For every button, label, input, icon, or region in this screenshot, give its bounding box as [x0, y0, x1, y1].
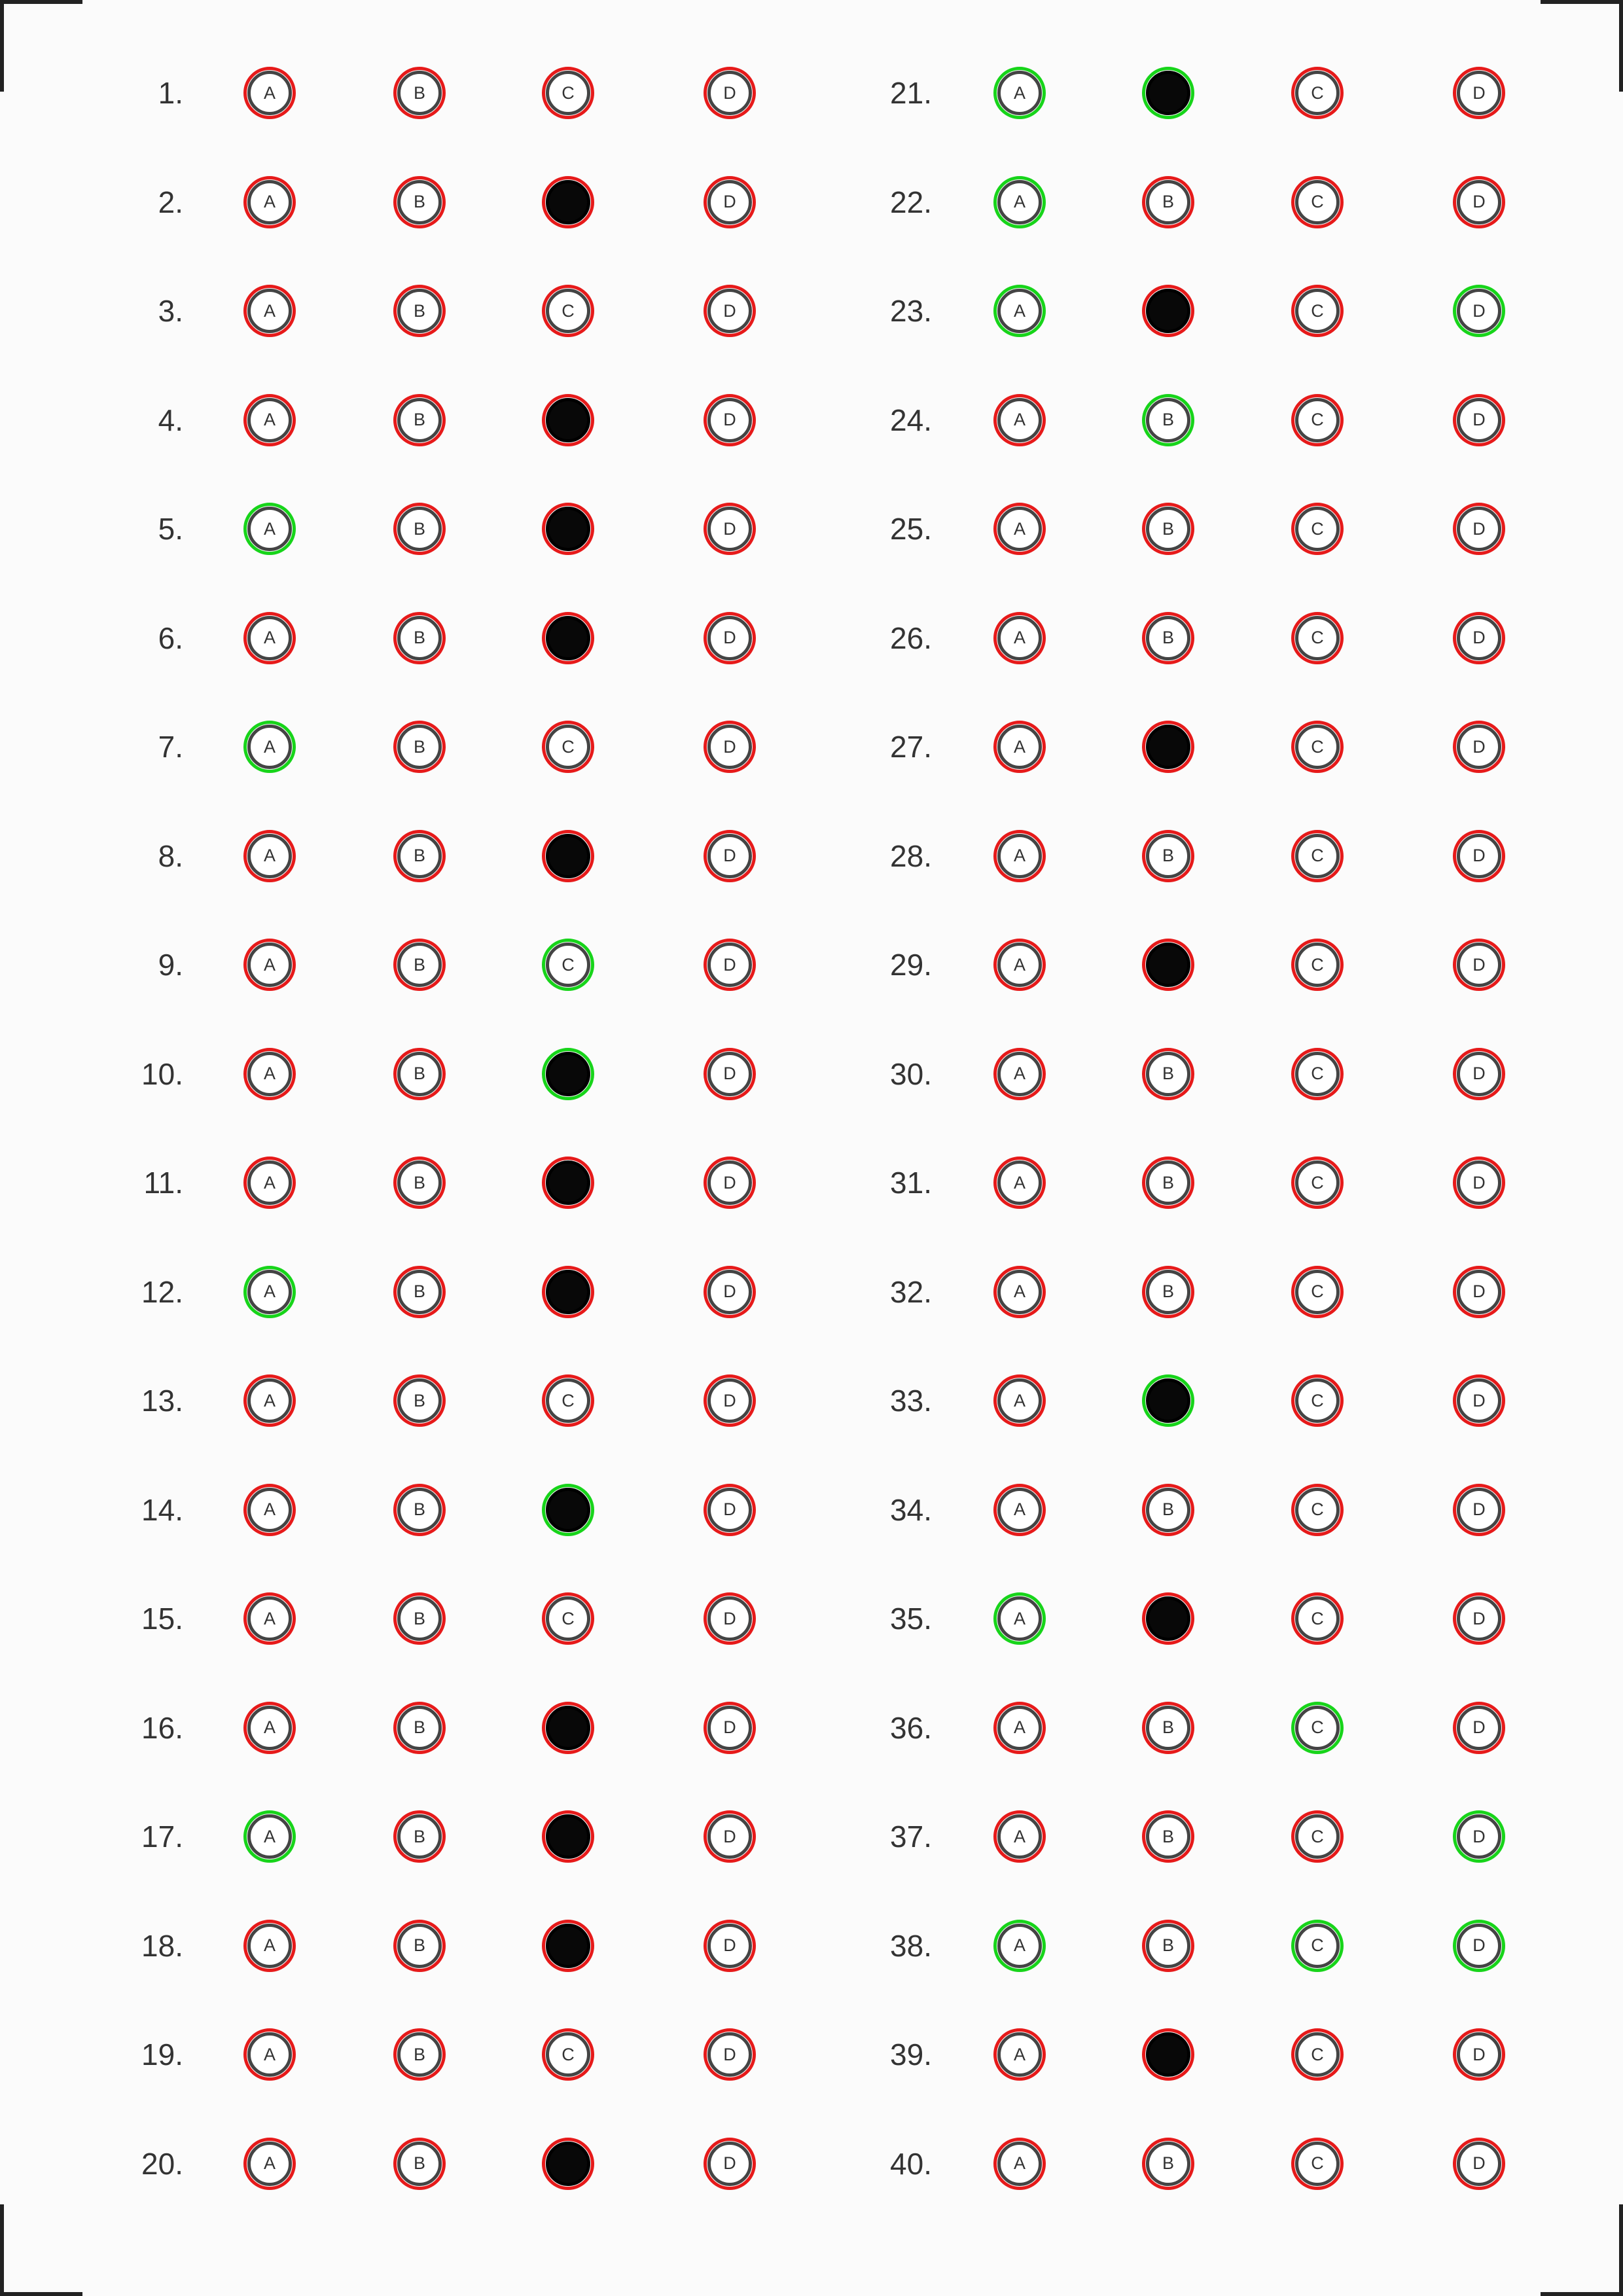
answer-bubble-a[interactable]: A: [247, 1706, 292, 1750]
answer-bubble-a[interactable]: A: [247, 289, 292, 333]
answer-bubble-b[interactable]: B: [397, 1814, 442, 1859]
answer-bubble-b[interactable]: B: [397, 71, 442, 115]
answer-bubble-c[interactable]: [546, 834, 590, 878]
answer-bubble-c[interactable]: C: [1295, 942, 1340, 987]
answer-bubble-c[interactable]: C: [1295, 180, 1340, 224]
answer-bubble-a[interactable]: A: [997, 942, 1042, 987]
answer-bubble-b[interactable]: B: [397, 2032, 442, 2077]
answer-bubble-a[interactable]: A: [997, 1160, 1042, 1205]
answer-bubble-b[interactable]: [1146, 1596, 1190, 1641]
answer-bubble-b[interactable]: B: [397, 1270, 442, 1314]
question-number: 37.: [890, 1820, 932, 1854]
answer-bubble-d[interactable]: D: [1457, 1378, 1501, 1423]
answer-bubble-d[interactable]: D: [1457, 180, 1501, 224]
answer-bubble-d[interactable]: D: [1457, 398, 1501, 442]
question-number: 22.: [890, 185, 932, 219]
question-number: 28.: [890, 838, 932, 873]
question-number: 3.: [158, 294, 183, 328]
answer-bubble-c[interactable]: C: [1295, 2032, 1340, 2077]
answer-bubble-d[interactable]: D: [707, 1378, 752, 1423]
answer-bubble-d[interactable]: D: [1457, 725, 1501, 769]
answer-bubble-d[interactable]: D: [1457, 289, 1501, 333]
question-number: 20.: [141, 2146, 183, 2181]
registration-mark-bottom-right: [1541, 2204, 1623, 2296]
answer-bubble-c[interactable]: [546, 616, 590, 660]
answer-bubble-d[interactable]: D: [1457, 1052, 1501, 1096]
answer-bubble-b[interactable]: B: [397, 180, 442, 224]
answer-bubble-c[interactable]: [546, 1052, 590, 1096]
answer-bubble-a[interactable]: A: [997, 1596, 1042, 1641]
answer-bubble-c[interactable]: [546, 1814, 590, 1859]
answer-bubble-b[interactable]: B: [397, 834, 442, 878]
answer-bubble-c[interactable]: C: [1295, 616, 1340, 660]
answer-bubble-a[interactable]: A: [247, 507, 292, 551]
answer-bubble-b[interactable]: B: [1146, 616, 1190, 660]
answer-bubble-a[interactable]: A: [997, 180, 1042, 224]
question-number: 36.: [890, 1710, 932, 1745]
answer-bubble-b[interactable]: B: [1146, 1924, 1190, 1968]
question-number: 6.: [158, 620, 183, 655]
question-number: 34.: [890, 1492, 932, 1527]
answer-bubble-b[interactable]: B: [1146, 507, 1190, 551]
answer-bubble-c[interactable]: C: [1295, 1596, 1340, 1641]
answer-bubble-b[interactable]: B: [1146, 1488, 1190, 1532]
question-number: 31.: [890, 1166, 932, 1200]
answer-bubble-d[interactable]: D: [1457, 1488, 1501, 1532]
question-number: 24.: [890, 403, 932, 437]
answer-bubble-c[interactable]: [546, 1488, 590, 1532]
answer-bubble-d[interactable]: D: [1457, 942, 1501, 987]
answer-bubble-d[interactable]: D: [707, 725, 752, 769]
answer-bubble-b[interactable]: [1146, 725, 1190, 769]
answer-bubble-c[interactable]: C: [1295, 71, 1340, 115]
question-number: 19.: [141, 2037, 183, 2072]
answer-bubble-b[interactable]: [1146, 289, 1190, 333]
answer-bubble-a[interactable]: A: [247, 1488, 292, 1532]
answer-bubble-b[interactable]: B: [1146, 2142, 1190, 2186]
answer-bubble-a[interactable]: A: [247, 2142, 292, 2186]
answer-bubble-c[interactable]: [546, 1270, 590, 1314]
answer-bubble-d[interactable]: D: [707, 2142, 752, 2186]
answer-bubble-a[interactable]: A: [997, 616, 1042, 660]
answer-bubble-d[interactable]: D: [1457, 1814, 1501, 1859]
answer-bubble-c[interactable]: C: [546, 1378, 590, 1423]
answer-bubble-c[interactable]: C: [546, 289, 590, 333]
answer-bubble-d[interactable]: D: [1457, 1160, 1501, 1205]
answer-bubble-b[interactable]: B: [1146, 1052, 1190, 1096]
answer-bubble-d[interactable]: D: [1457, 834, 1501, 878]
answer-bubble-a[interactable]: A: [997, 1378, 1042, 1423]
answer-bubble-b[interactable]: B: [1146, 1814, 1190, 1859]
answer-bubble-b[interactable]: B: [397, 1706, 442, 1750]
answer-bubble-a[interactable]: A: [247, 1270, 292, 1314]
answer-bubble-c[interactable]: C: [1295, 1706, 1340, 1750]
answer-bubble-d[interactable]: D: [1457, 1596, 1501, 1641]
question-number: 2.: [158, 185, 183, 219]
answer-bubble-a[interactable]: A: [997, 2142, 1042, 2186]
answer-bubble-b[interactable]: B: [397, 398, 442, 442]
answer-bubble-a[interactable]: A: [247, 2032, 292, 2077]
answer-bubble-d[interactable]: D: [1457, 2032, 1501, 2077]
answer-bubble-d[interactable]: D: [707, 834, 752, 878]
answer-bubble-a[interactable]: A: [247, 180, 292, 224]
question-number: 35.: [890, 1602, 932, 1636]
answer-bubble-d[interactable]: D: [707, 1270, 752, 1314]
answer-bubble-a[interactable]: A: [247, 1924, 292, 1968]
answer-bubble-a[interactable]: A: [997, 71, 1042, 115]
answer-bubble-a[interactable]: A: [247, 834, 292, 878]
answer-bubble-d[interactable]: D: [1457, 1270, 1501, 1314]
answer-bubble-c[interactable]: C: [546, 71, 590, 115]
answer-bubble-b[interactable]: B: [397, 2142, 442, 2186]
answer-bubble-a[interactable]: A: [247, 616, 292, 660]
answer-bubble-b[interactable]: B: [397, 1052, 442, 1096]
answer-bubble-d[interactable]: D: [707, 398, 752, 442]
question-number: 21.: [890, 76, 932, 110]
answer-bubble-a[interactable]: A: [997, 725, 1042, 769]
answer-bubble-b[interactable]: [1146, 2032, 1190, 2077]
answer-bubble-b[interactable]: B: [397, 1596, 442, 1641]
answer-bubble-c[interactable]: [546, 180, 590, 224]
question-number: 13.: [141, 1384, 183, 1418]
question-number: 7.: [158, 730, 183, 764]
question-number: 17.: [141, 1820, 183, 1854]
answer-bubble-d[interactable]: D: [707, 289, 752, 333]
answer-bubble-c[interactable]: C: [1295, 507, 1340, 551]
answer-bubble-b[interactable]: B: [1146, 398, 1190, 442]
question-number: 14.: [141, 1492, 183, 1527]
answer-bubble-b[interactable]: B: [1146, 180, 1190, 224]
answer-bubble-d[interactable]: D: [707, 1814, 752, 1859]
answer-bubble-c[interactable]: [546, 1924, 590, 1968]
question-number: 11.: [143, 1166, 183, 1200]
answer-bubble-d[interactable]: D: [1457, 2142, 1501, 2186]
question-number: 4.: [158, 403, 183, 437]
answer-bubble-d[interactable]: D: [707, 942, 752, 987]
answer-bubble-b[interactable]: B: [397, 1160, 442, 1205]
answer-bubble-c[interactable]: C: [1295, 1924, 1340, 1968]
answer-bubble-b[interactable]: B: [397, 507, 442, 551]
answer-bubble-b[interactable]: B: [397, 1378, 442, 1423]
answer-bubble-c[interactable]: C: [1295, 1052, 1340, 1096]
answer-bubble-c[interactable]: [546, 507, 590, 551]
answer-bubble-b[interactable]: [1146, 71, 1190, 115]
answer-bubble-c[interactable]: C: [1295, 289, 1340, 333]
answer-bubble-a[interactable]: A: [247, 398, 292, 442]
answer-bubble-d[interactable]: D: [707, 1924, 752, 1968]
answer-bubble-a[interactable]: A: [247, 1160, 292, 1205]
answer-bubble-d[interactable]: D: [1457, 616, 1501, 660]
answer-bubble-a[interactable]: A: [997, 834, 1042, 878]
answer-bubble-b[interactable]: B: [1146, 1160, 1190, 1205]
answer-bubble-c[interactable]: C: [1295, 834, 1340, 878]
registration-mark-bottom-left: [0, 2204, 82, 2296]
answer-bubble-c[interactable]: C: [1295, 1160, 1340, 1205]
answer-bubble-d[interactable]: D: [707, 1160, 752, 1205]
answer-bubble-b[interactable]: B: [1146, 834, 1190, 878]
answer-bubble-c[interactable]: C: [1295, 1378, 1340, 1423]
question-number: 9.: [158, 948, 183, 982]
answer-bubble-b[interactable]: B: [397, 942, 442, 987]
answer-bubble-a[interactable]: A: [997, 1488, 1042, 1532]
answer-bubble-d[interactable]: D: [707, 616, 752, 660]
answer-bubble-c[interactable]: C: [546, 725, 590, 769]
question-number: 18.: [141, 1928, 183, 1963]
answer-bubble-a[interactable]: A: [997, 507, 1042, 551]
question-number: 33.: [890, 1384, 932, 1418]
answer-bubble-c[interactable]: C: [1295, 398, 1340, 442]
answer-bubble-a[interactable]: A: [997, 398, 1042, 442]
question-number: 29.: [890, 948, 932, 982]
answer-bubble-d[interactable]: D: [707, 1488, 752, 1532]
answer-bubble-b[interactable]: B: [397, 1924, 442, 1968]
answer-bubble-b[interactable]: [1146, 942, 1190, 987]
question-number: 26.: [890, 620, 932, 655]
question-number: 40.: [890, 2146, 932, 2181]
question-number: 32.: [890, 1274, 932, 1309]
answer-bubble-d[interactable]: D: [707, 1706, 752, 1750]
question-number: 25.: [890, 512, 932, 546]
answer-bubble-a[interactable]: A: [247, 1596, 292, 1641]
answer-bubble-a[interactable]: A: [997, 1052, 1042, 1096]
answer-bubble-a[interactable]: A: [247, 725, 292, 769]
answer-bubble-c[interactable]: C: [546, 2032, 590, 2077]
answer-bubble-c[interactable]: [546, 1160, 590, 1205]
question-number: 12.: [141, 1274, 183, 1309]
answer-bubble-a[interactable]: A: [247, 942, 292, 987]
question-number: 16.: [141, 1710, 183, 1745]
question-number: 39.: [890, 2037, 932, 2072]
answer-bubble-c[interactable]: [546, 2142, 590, 2186]
answer-bubble-b[interactable]: [1146, 1378, 1190, 1423]
answer-bubble-c[interactable]: C: [546, 942, 590, 987]
answer-bubble-d[interactable]: D: [1457, 507, 1501, 551]
answer-bubble-c[interactable]: C: [1295, 725, 1340, 769]
answer-bubble-d[interactable]: D: [707, 71, 752, 115]
answer-bubble-d[interactable]: D: [707, 1596, 752, 1641]
answer-bubble-a[interactable]: A: [997, 289, 1042, 333]
answer-bubble-c[interactable]: C: [1295, 1270, 1340, 1314]
question-number: 23.: [890, 294, 932, 328]
answer-bubble-a[interactable]: A: [997, 1924, 1042, 1968]
question-number: 8.: [158, 838, 183, 873]
answer-bubble-b[interactable]: B: [397, 616, 442, 660]
answer-bubble-d[interactable]: D: [707, 2032, 752, 2077]
answer-bubble-a[interactable]: A: [247, 1814, 292, 1859]
answer-bubble-c[interactable]: [546, 1706, 590, 1750]
question-number: 27.: [890, 730, 932, 764]
answer-bubble-c[interactable]: [546, 398, 590, 442]
registration-mark-top-left: [0, 0, 82, 92]
answer-bubble-d[interactable]: D: [1457, 71, 1501, 115]
answer-bubble-b[interactable]: B: [397, 289, 442, 333]
answer-bubble-b[interactable]: B: [397, 725, 442, 769]
answer-bubble-a[interactable]: A: [247, 1378, 292, 1423]
answer-bubble-c[interactable]: C: [1295, 1814, 1340, 1859]
question-number: 5.: [158, 512, 183, 546]
answer-bubble-a[interactable]: A: [247, 1052, 292, 1096]
question-number: 15.: [141, 1602, 183, 1636]
answer-bubble-a[interactable]: A: [997, 1814, 1042, 1859]
answer-bubble-d[interactable]: D: [707, 180, 752, 224]
answer-bubble-a[interactable]: A: [997, 1270, 1042, 1314]
answer-bubble-a[interactable]: A: [997, 2032, 1042, 2077]
answer-bubble-a[interactable]: A: [247, 71, 292, 115]
answer-bubble-d[interactable]: D: [707, 507, 752, 551]
answer-bubble-d[interactable]: D: [1457, 1706, 1501, 1750]
question-number: 1.: [158, 76, 183, 110]
answer-bubble-c[interactable]: C: [1295, 2142, 1340, 2186]
answer-bubble-c[interactable]: C: [1295, 1488, 1340, 1532]
answer-bubble-d[interactable]: D: [707, 1052, 752, 1096]
answer-bubble-d[interactable]: D: [1457, 1924, 1501, 1968]
question-number: 38.: [890, 1928, 932, 1963]
answer-bubble-b[interactable]: B: [1146, 1270, 1190, 1314]
answer-bubble-a[interactable]: A: [997, 1706, 1042, 1750]
registration-mark-top-right: [1541, 0, 1623, 92]
answer-bubble-b[interactable]: B: [397, 1488, 442, 1532]
question-number: 30.: [890, 1056, 932, 1091]
question-number: 10.: [141, 1056, 183, 1091]
answer-bubble-c[interactable]: C: [546, 1596, 590, 1641]
answer-bubble-b[interactable]: B: [1146, 1706, 1190, 1750]
